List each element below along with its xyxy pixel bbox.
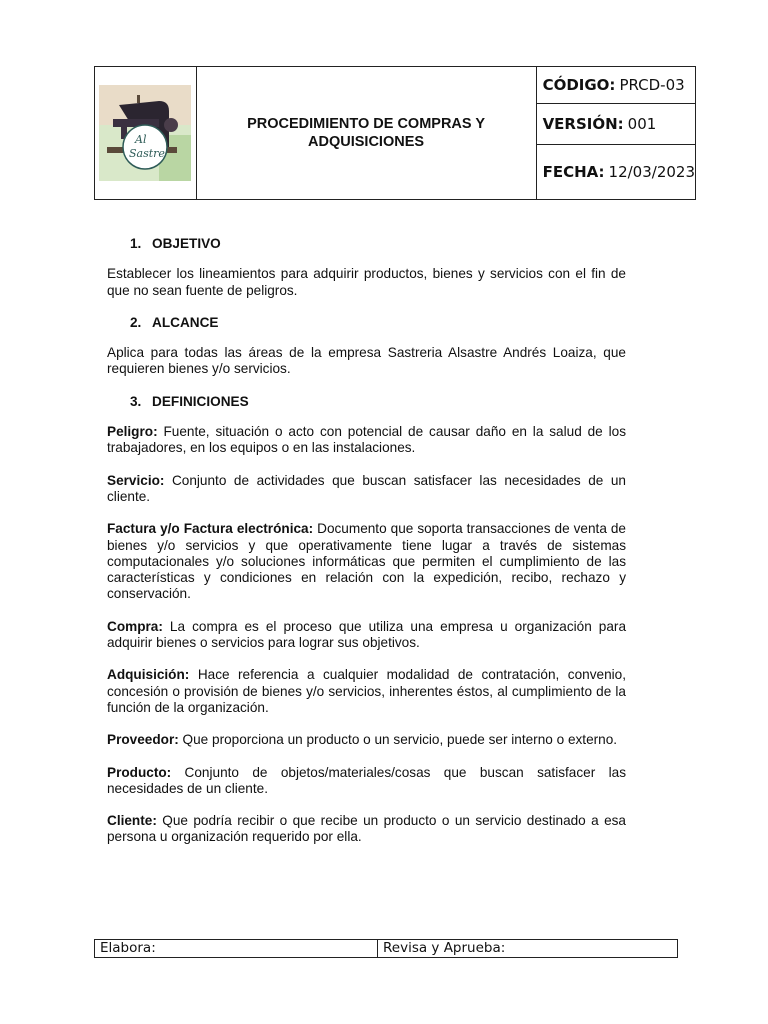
document-header: [94, 66, 696, 200]
alcance-text: Aplica para todas las áreas de la empresa Sastreria Alsastre Andrés Loaiza, que requieren bienes y/o servicios.: [107, 345, 626, 377]
objetivo-text: Establecer los lineamientos para adquirir productos, bienes y servicios con el fin de que no sean fuente de peligros.: [107, 266, 626, 298]
definition-term: Servicio:: [107, 472, 165, 488]
codigo-row: [537, 67, 695, 104]
section-number: 1.: [130, 236, 142, 251]
definition-term: Factura y/o Factura electrónica:: [107, 521, 314, 537]
definition-text: Que podría recibir o que recibe un producto o un servicio destinado a esa persona u organización requerido por ella.: [107, 813, 626, 845]
definition-text: Hace referencia a cualquier modalidad de contratación, convenio, concesión o provisión de bienes y/o servicios, inherentes éstos, al cumplimiento de la función de la organización.: [107, 667, 626, 715]
version-value: 001: [627, 115, 657, 133]
fecha-value: 12/03/2023: [608, 163, 695, 181]
definition-cliente: [107, 813, 626, 846]
logo-text: Al: [135, 133, 147, 146]
definition-servicio: [107, 473, 626, 506]
signature-footer: [94, 939, 678, 958]
version-label: VERSIÓN:: [542, 115, 624, 133]
definition-term: Proveedor:: [107, 732, 179, 748]
definition-term: Compra:: [107, 618, 163, 634]
codigo-label: CÓDIGO:: [542, 76, 616, 94]
logo-cell: [95, 67, 197, 199]
definition-compra: [107, 619, 626, 652]
revisa-aprueba-cell: Revisa y Aprueba:: [383, 940, 506, 956]
fecha-label: FECHA:: [542, 163, 605, 181]
definition-term: Peligro:: [107, 424, 158, 440]
definition-adquisicion: [107, 667, 626, 716]
section-title-alcance: [130, 315, 626, 331]
definition-term: Cliente:: [107, 813, 157, 829]
section-number: 3.: [130, 393, 142, 409]
sewing-machine-logo: [99, 85, 191, 181]
svg-text:Sastre: Sastre: [129, 147, 166, 160]
fecha-row: [537, 145, 695, 199]
definition-producto: [107, 765, 626, 798]
definition-term: Producto:: [107, 764, 172, 780]
section-heading: ALCANCE: [152, 314, 219, 330]
definition-proveedor: [107, 732, 626, 748]
section-title-objetivo: [130, 236, 626, 252]
section-heading: OBJETIVO: [152, 236, 221, 251]
version-row: [537, 104, 695, 145]
document-title: PROCEDIMIENTO DE COMPRAS Y ADQUISICIONES: [197, 67, 537, 199]
definition-text: Que proporciona un producto o un servicio, puede ser interno o externo.: [178, 732, 618, 748]
definition-text: Conjunto de actividades que buscan satisfacer las necesidades de un cliente.: [107, 472, 626, 504]
section-heading: DEFINICIONES: [152, 393, 249, 409]
definition-text: Documento que soporta transacciones de venta de bienes y/o servicios y que operativamente tiene lugar a través de sistemas computacionales y/o soluciones informáticas que permiten el cumplimiento de las características y condiciones en relación con la expedición, recibo, rechazo y conservación.: [107, 521, 626, 602]
elabora-cell: Elabora:: [95, 940, 378, 957]
section-number: 2.: [130, 314, 142, 330]
document-body: [107, 236, 626, 862]
definition-term: Adquisición:: [107, 667, 190, 683]
definition-text: Fuente, situación o acto con potencial de causar daño en la salud de los trabajadores, en los equipos o en las instalaciones.: [107, 424, 626, 456]
codigo-value: PRCD-03: [619, 76, 685, 94]
document-meta: [537, 67, 695, 199]
section-title-definiciones: [130, 394, 626, 410]
definition-peligro: [107, 424, 626, 457]
definition-text: Conjunto de objetos/materiales/cosas que buscan satisfacer las necesidades de un cliente.: [107, 764, 626, 796]
definition-factura: [107, 521, 626, 602]
definition-text: La compra es el proceso que utiliza una empresa u organización para adquirir bienes o servicios para lograr sus objetivos.: [107, 618, 626, 651]
